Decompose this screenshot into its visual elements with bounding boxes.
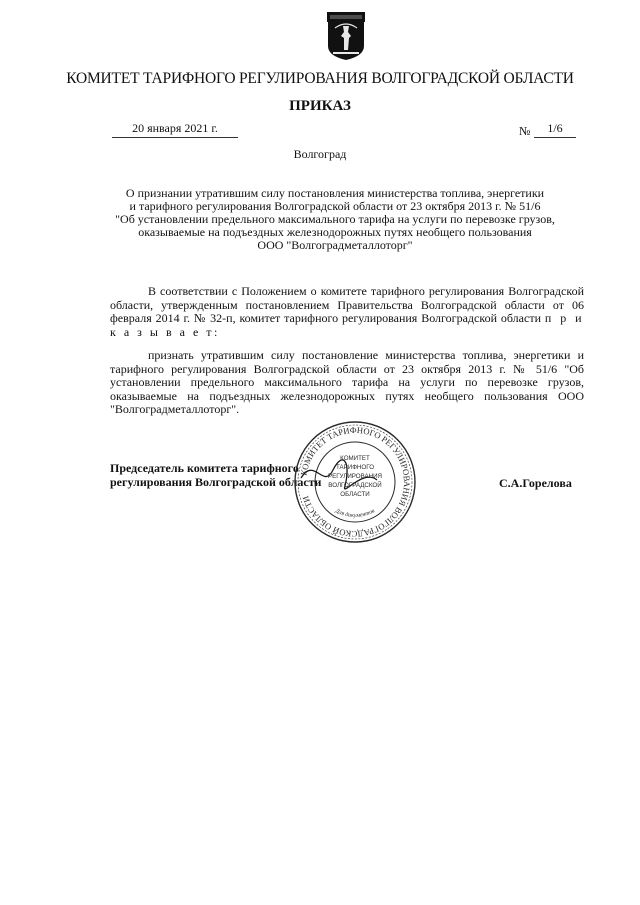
preamble-paragraph [110, 285, 584, 339]
document-type: ПРИКАЗ [289, 98, 351, 114]
signer-title-line: регулирования Волгоградской области [110, 475, 322, 489]
volgograd-coat-of-arms-icon [327, 12, 365, 60]
signer-title-line: Председатель комитета тарифного [110, 461, 299, 475]
subject-line: ООО "Волгоградметаллоторг" [257, 238, 413, 252]
document-date: 20 января 2021 г. [112, 121, 238, 138]
signer-name: С.А.Горелова [499, 476, 572, 490]
committee-name: КОМИТЕТ ТАРИФНОГО РЕГУЛИРОВАНИЯ ВОЛГОГРАДСКОЙ ОБЛАСТИ [66, 70, 574, 87]
stamp-center-line: РЕГУЛИРОВАНИЯ [327, 473, 383, 480]
subject-line: "Об установлении предельного максимального тарифа на услуги по перевозке грузов, [115, 212, 555, 226]
signer-title [110, 461, 321, 489]
subject-line: и тарифного регулирования Волгоградской области от 23 октября 2013 г. № 51/6 [129, 199, 541, 213]
stamp-center-line: ВОЛГОГРАДСКОЙ [328, 482, 382, 489]
stamp-center-line: КОМИТЕТ [340, 455, 370, 462]
subject-line: оказываемые на подъездных железнодорожных путях необщего пользования [138, 225, 532, 239]
stamp-center-line: ОБЛАСТИ [340, 491, 370, 498]
prikazyvaet-text: п р и к а з ы в а е т: [110, 311, 585, 339]
stamp-bottom-text: Для документов [334, 508, 376, 520]
preamble-text: В соответствии с Положением о комитете тарифного регулирования Волгоградской области, утвержденным постановлением Правительства Волгоградской области от 06 февраля 2014 г. № 32-п, комитет тарифного регулирования Волгоградской области [110, 284, 584, 325]
stamp-ring-text: КОМИТЕТ ТАРИФНОГО РЕГУЛИРОВАНИЯ ВОЛГОГРАДСКОЙ ОБЛАСТИ [298, 424, 413, 540]
subject-line: О признании утратившим силу постановления министерства топлива, энергетики [125, 186, 545, 200]
document-number: 1/6 [534, 121, 576, 138]
resolution-paragraph: признать утратившим силу постановление министерства топлива, энергетики и тарифного регулирования Волгоградской области от 23 октября 2013 г. № 51/6 "Об установлении предельного максимального тарифа на услуги по перевозке грузов, оказываемые на подъездных железнодорожных путях необщего пользования ООО "Волгоградметаллоторг". [110, 348, 584, 416]
stamp-center-line: ТАРИФНОГО [335, 464, 375, 471]
official-stamp [293, 420, 417, 544]
document-subject [100, 187, 570, 252]
number-label: № [519, 124, 531, 138]
city: Волгоград [293, 147, 347, 161]
